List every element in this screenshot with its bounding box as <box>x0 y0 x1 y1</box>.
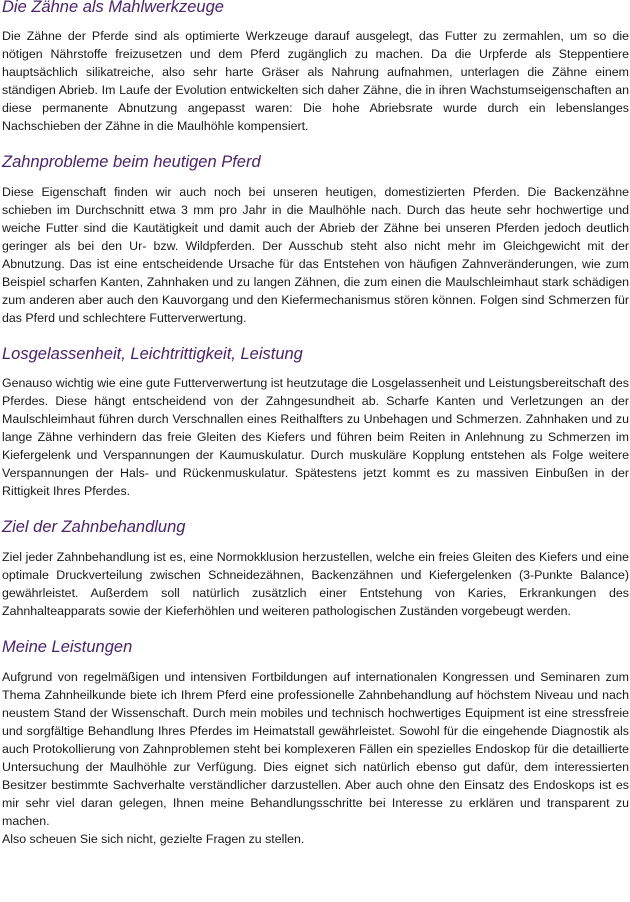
section-mahlwerkzeuge <box>2 0 629 135</box>
section-heading: Die Zähne als Mahlwerkzeuge <box>2 0 224 16</box>
section-ziel-zahnbehandlung <box>2 517 629 620</box>
section-heading: Meine Leistungen <box>2 638 133 656</box>
section-paragraph: Die Zähne der Pferde sind als optimierte Werkzeuge darauf ausgelegt, das Futter zu zermahlen, um so die nötigen Nährstoffe freizusetzen und dem Pferd zugänglich zu machen. Da die Urpferde als Steppentiere hauptsächlich silikatreiche, also sehr harte Gräser als Nahrung aufnahmen, unterlagen die Zähne einem ständigen Abrieb. Im Laufe der Evolution entwickelten sich daher Zähne, die in ihren Wachstumseigenschaften an diese permanente Abnutzung angepasst waren: Die hohe Abriebsrate wurde durch ein lebenslanges Nachschieben der Zähne in die Maulhöhle kompensiert. <box>2 29 629 133</box>
section-heading: Losgelassenheit, Leichtrittigkeit, Leistung <box>2 345 303 363</box>
section-paragraph: Genauso wichtig wie eine gute Futterverwertung ist heutzutage die Losgelassenheit und Leistungsbereitschaft des Pferdes. Diese hängt entscheidend von der Zahngesundheit ab. Scharfe Kanten und Verletzungen an der Maulschleimhaut führen durch Verschnallen eines Reithalfters zu Unbehagen und Schmerzen. Zahnhaken und zu lange Zähne verhindern das freie Gleiten des Kiefers und führen beim Reiten in Anlehnung zu Schmerzen im Kiefergelenk und Verspannungen der Kaumuskulatur. Durch muskuläre Kopplung entstehen als Folge weitere Verspannungen der Hals- und Rückenmuskulatur. Spätestens jetzt kommt es zu massiven Einbußen in der Rittigkeit Ihres Pferdes. <box>2 376 629 498</box>
section-heading: Ziel der Zahnbehandlung <box>2 518 186 536</box>
section-paragraph: Diese Eigenschaft finden wir auch noch bei unseren heutigen, domestizierten Pferden. Die Backenzähne schieben im Durchschnitt etwa 3 mm pro Jahr in die Maulhöhle nach. Durch das heute sehr hochwertige und weiche Futter sind die Kautätigkeit und damit auch der Abrieb der Zähne bei unseren Pferden jedoch deutlich geringer als bei den Ur- bzw. Wildpferden. Der Ausschub steht also nicht mehr im Gleichgewicht mit der Abnutzung. Das ist eine entscheidende Ursache für das Entstehen von häufigen Zahnveränderungen, wie zum Beispiel scharfen Kanten, Zahnhaken und zu langen Zähnen, die zum einen die Maulschleimhaut stark schädigen zum anderen aber auch den Kauvorgang und den Kiefermechanismus stören können. Folgen sind Schmerzen für das Pferd und schlechtere Futterverwertung. <box>2 185 629 325</box>
section-losgelassenheit <box>2 344 629 500</box>
section-meine-leistungen <box>2 637 629 848</box>
section-heading: Zahnprobleme beim heutigen Pferd <box>2 153 261 171</box>
section-paragraph: Ziel jeder Zahnbehandlung ist es, eine Normokklusion herzustellen, welche ein freies Gleiten des Kiefers und eine optimale Druckverteilung zwischen Schneidezähnen, Backenzähnen und Kiefergelenken (3-Punkte Balance) gewährleistet. Außerdem soll natürlich zusätzlich einer Entstehung von Karies, Erkrankungen des Zahnhalteapparats sowie der Kieferhöhlen und weiteren pathologischen Zuständen vorgebeugt werden. <box>2 550 629 618</box>
section-zahnprobleme <box>2 152 629 327</box>
closing-line: Also scheuen Sie sich nicht, gezielte Fragen zu stellen. <box>2 832 305 846</box>
section-paragraph: Aufgrund von regelmäßigen und intensiven Fortbildungen auf internationalen Kongressen und Seminaren zum Thema Zahnheilkunde biete ich Ihrem Pferd eine professionelle Zahnbehandlung auf höchstem Niveau und nach neustem Stand der Wissenschaft. Durch mein mobiles und technisch hochwertiges Equipment ist eine stressfreie und sorgfältige Behandlung Ihres Pferdes im Heimatstall gewährleistet. Sowohl für die eingehende Diagnostik als auch Protokollierung von Zahnproblemen steht bei komplexeren Fällen ein spezielles Endoskop für die detaillierte Untersuchung der Maulhöhle zur Verfügung. Dies eignet sich natürlich ebenso gut dafür, dem interessierten Besitzer bestimmte Sachverhalte verständlicher darzustellen. Aber auch ohne den Einsatz des Endoskops ist es mir sehr viel daran gelegen, Ihnen meine Behandlungsschritte bei Interesse zu erklären und transparent zu machen. <box>2 670 629 828</box>
